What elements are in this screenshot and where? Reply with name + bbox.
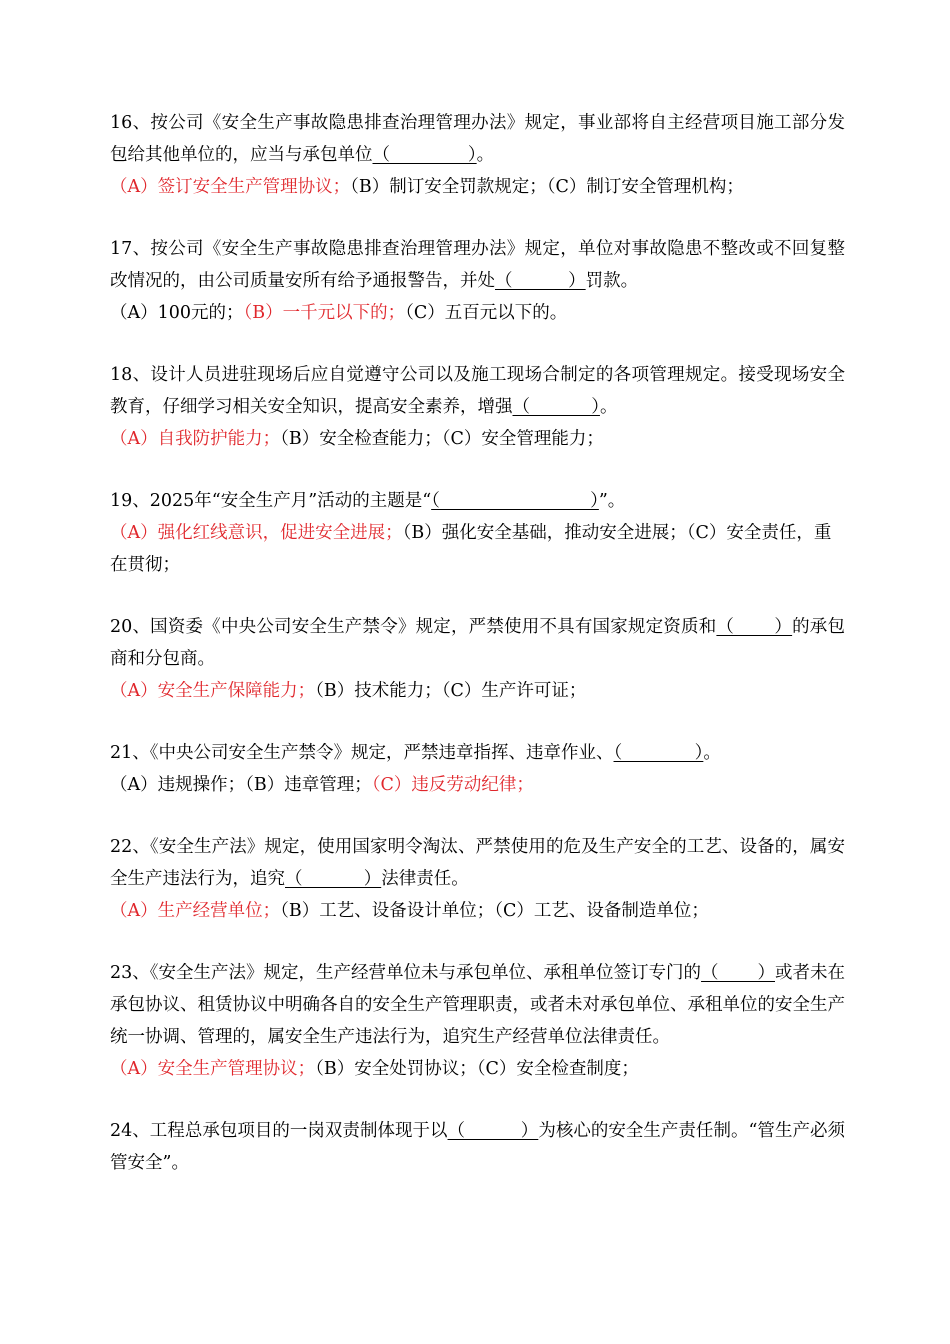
option: （C）安全责任，重在贯彻； bbox=[110, 523, 832, 575]
option: （C）安全检查制度； bbox=[476, 1059, 639, 1079]
question-item bbox=[110, 233, 845, 329]
question-item bbox=[110, 485, 845, 581]
stem-text-tail: 。 bbox=[599, 397, 618, 417]
question-item bbox=[110, 611, 845, 707]
options-line bbox=[110, 1053, 845, 1085]
correct-option: （C）违反劳动纪律； bbox=[371, 775, 534, 795]
correct-option: （A）签订安全生产管理协议； bbox=[110, 177, 351, 197]
correct-option: （B）一千元以下的； bbox=[243, 303, 406, 323]
option: （B）技术能力； bbox=[315, 681, 442, 701]
option: （B）工艺、设备设计单位； bbox=[280, 901, 495, 921]
stem-text-tail: 法律责任。 bbox=[381, 869, 469, 889]
option: （A）100元的； bbox=[110, 303, 244, 323]
stem-text: 20、国资委《中央公司安全生产禁令》规定，严禁使用不具有国家规定资质和 bbox=[110, 617, 717, 637]
answer-blank: （ ） bbox=[701, 963, 775, 983]
stem-text-tail: 的承包商和分包商。 bbox=[110, 617, 845, 669]
option: （C）制订安全管理机构； bbox=[546, 177, 744, 197]
answer-blank: （ ） bbox=[613, 743, 704, 763]
question-item bbox=[110, 737, 845, 801]
stem-text-tail: 。 bbox=[476, 145, 495, 165]
option: （C）生产许可证； bbox=[441, 681, 587, 701]
answer-blank: （ ） bbox=[716, 617, 793, 637]
correct-option: （A）自我防护能力； bbox=[110, 429, 281, 449]
question-stem bbox=[110, 957, 845, 1053]
question-stem bbox=[110, 737, 845, 769]
question-stem bbox=[110, 107, 845, 171]
question-stem bbox=[110, 359, 845, 423]
options-line bbox=[110, 769, 845, 801]
question-stem bbox=[110, 611, 845, 675]
question-stem bbox=[110, 233, 845, 297]
question-item bbox=[110, 359, 845, 455]
stem-text-tail: 。 bbox=[703, 743, 721, 763]
stem-text-tail: ”。 bbox=[598, 491, 626, 511]
answer-blank: （ ） bbox=[431, 491, 599, 511]
question-stem bbox=[110, 485, 845, 517]
stem-text-tail: 或者未在承包协议、租赁协议中明确各自的安全生产管理职责，或者未对承包单位、承租单位的安全生产统一协调、管理的，属安全生产违法行为，追究生产经营单位法律责任。 bbox=[110, 963, 846, 1047]
answer-blank: （ ） bbox=[372, 145, 477, 165]
question-list bbox=[110, 107, 845, 1209]
stem-text-tail: 为核心的安全生产责任制。“管生产必须管安全”。 bbox=[110, 1121, 845, 1173]
option: （B）违章管理； bbox=[245, 775, 372, 795]
stem-text: 21、《中央公司安全生产禁令》规定，严禁违章指挥、违章作业、 bbox=[110, 743, 614, 763]
question-stem bbox=[110, 831, 845, 895]
stem-text: 19、2025年“安全生产月”活动的主题是“ bbox=[110, 491, 432, 511]
option: （C）安全管理能力； bbox=[441, 429, 604, 449]
options-line bbox=[110, 423, 845, 455]
options-line bbox=[110, 297, 845, 329]
options-line bbox=[110, 171, 845, 203]
answer-blank: （ ） bbox=[285, 869, 382, 889]
question-stem bbox=[110, 1115, 845, 1179]
option: （B）制订安全罚款规定； bbox=[350, 177, 547, 197]
stem-text: 23、《安全生产法》规定，生产经营单位未与承包单位、承租单位签订专门的 bbox=[110, 963, 702, 983]
option: （B）安全处罚协议； bbox=[315, 1059, 477, 1079]
question-item bbox=[110, 107, 845, 203]
option: （C）五百元以下的。 bbox=[405, 303, 568, 323]
question-item bbox=[110, 957, 845, 1085]
options-line bbox=[110, 895, 845, 927]
option: （B）安全检查能力； bbox=[280, 429, 442, 449]
stem-text: 22、《安全生产法》规定，使用国家明令淘汰、严禁使用的危及生产安全的工艺、设备的，属安全生产违法行为，追究 bbox=[110, 837, 845, 889]
stem-text: 17、按公司《安全生产事故隐患排查治理管理办法》规定，单位对事故隐患不整改或不回复整改情况的，由公司质量安所有给予通报警告，并处 bbox=[110, 239, 845, 291]
answer-blank: （ ） bbox=[512, 397, 600, 417]
stem-text: 24、工程总承包项目的一岗双责制体现于以 bbox=[110, 1121, 448, 1141]
stem-text-tail: 罚款。 bbox=[585, 271, 639, 291]
correct-option: （A）安全生产管理协议； bbox=[110, 1059, 316, 1079]
options-line bbox=[110, 675, 845, 707]
option: （C）工艺、设备制造单位； bbox=[494, 901, 709, 921]
options-line bbox=[110, 517, 845, 581]
question-item bbox=[110, 1115, 845, 1179]
correct-option: （A）生产经营单位； bbox=[110, 901, 281, 921]
answer-blank: （ ） bbox=[495, 271, 586, 291]
option: （B）强化安全基础，推动安全进展； bbox=[402, 523, 687, 543]
option: （A）违规操作； bbox=[110, 775, 246, 795]
answer-blank: （ ） bbox=[447, 1121, 539, 1141]
correct-option: （A）安全生产保障能力； bbox=[110, 681, 316, 701]
stem-text: 16、按公司《安全生产事故隐患排查治理管理办法》规定，事业部将自主经营项目施工部分发包给其他单位的，应当与承包单位 bbox=[110, 113, 845, 165]
stem-text: 18、设计人员进驻现场后应自觉遵守公司以及施工现场合制定的各项管理规定。接受现场安全教育，仔细学习相关安全知识，提高安全素养，增强 bbox=[110, 365, 845, 417]
question-item bbox=[110, 831, 845, 927]
correct-option: （A）强化红线意识，促进安全进展； bbox=[110, 523, 403, 543]
